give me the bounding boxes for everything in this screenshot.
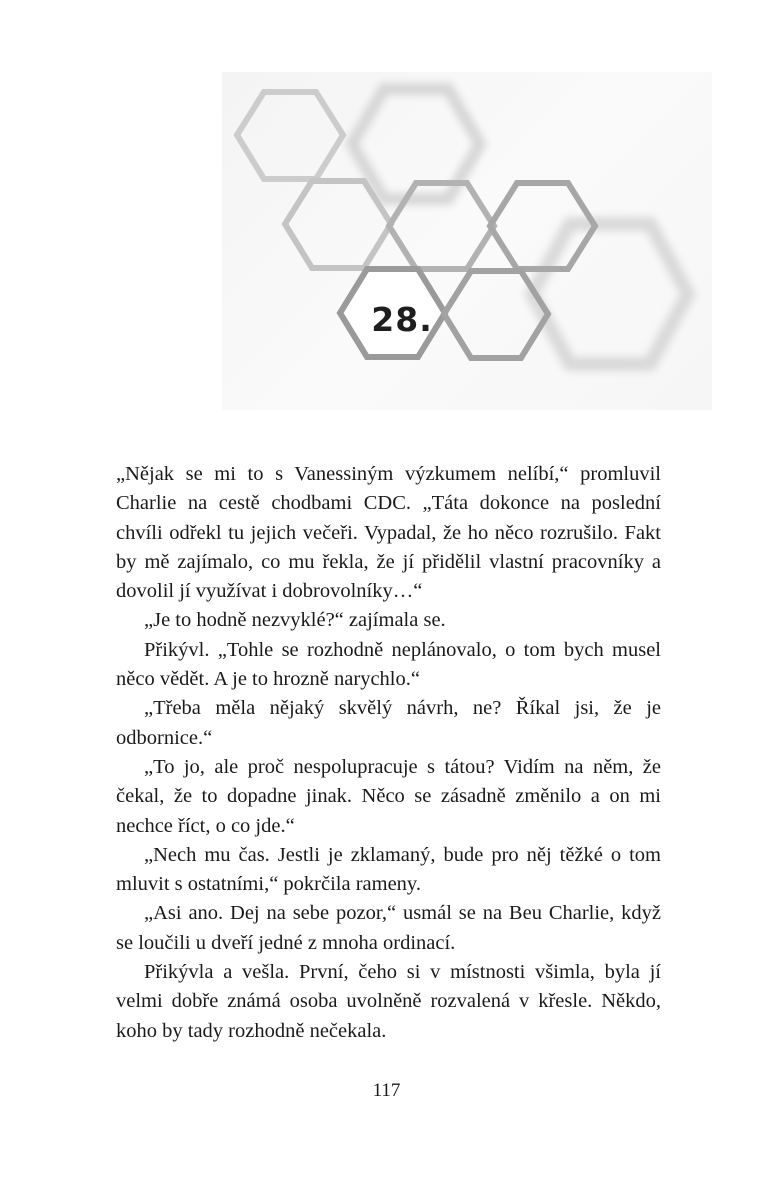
paragraph: Přikývla a vešla. První, čeho si v místnosti všimla, byla jí velmi dobře známá osoba uvolněně rozvalená v křesle. Někdo, koho by tady rozhodně nečekala. <box>116 961 661 1042</box>
hexagon <box>285 181 391 268</box>
hexagon-blurred <box>532 224 688 364</box>
paragraph: „Třeba měla nějaký skvělý návrh, ne? Říkal jsi, že je odbornice.“ <box>116 697 661 749</box>
hexagon <box>237 92 343 179</box>
hexagon-decoration <box>222 72 712 410</box>
paragraph: „Nech mu čas. Jestli je zklamaný, bude pro něj těžké o tom mluvit s ostatními,“ pokrčila rameny. <box>116 843 661 896</box>
paragraph: „Asi ano. Dej na sebe pozor,“ usmál se na Beu Charlie, když se loučili u dveří jedné z mnoha ordinací. <box>116 902 661 954</box>
page-number: 117 <box>372 1080 401 1101</box>
paragraph: „Nějak se mi to s Vanessiným výzkumem nelíbí,“ promluvil Charlie na cestě chodbami CDC. „Táta dokonce na poslední chvíli odřekl tu jejich večeři. Vypadal, že ho něco rozrušilo. Fakt by mě zajímalo, co mu řekla, že jí přidělil vlastní pracovníky a dovolil jí využívat i dobrovolníky…“ <box>116 463 661 603</box>
chapter-number: 28. <box>371 300 433 339</box>
paragraph: „To jo, ale proč nespolupracuje s tátou? Vidím na něm, že čekal, že to dopadne jinak. Něco se zásadně změnilo a on mi nechce říct, o co jde.“ <box>116 755 661 837</box>
chapter-body <box>116 460 661 1046</box>
paragraph: „Je to hodně nezvyklé?“ zajímala se. <box>144 609 446 632</box>
chapter-header <box>222 72 712 410</box>
hexagon <box>444 271 548 358</box>
paragraph: Přikývl. „Tohle se rozhodně neplánovalo, o tom bych musel něco vědět. A je to hrozně narychlo.“ <box>116 638 661 691</box>
